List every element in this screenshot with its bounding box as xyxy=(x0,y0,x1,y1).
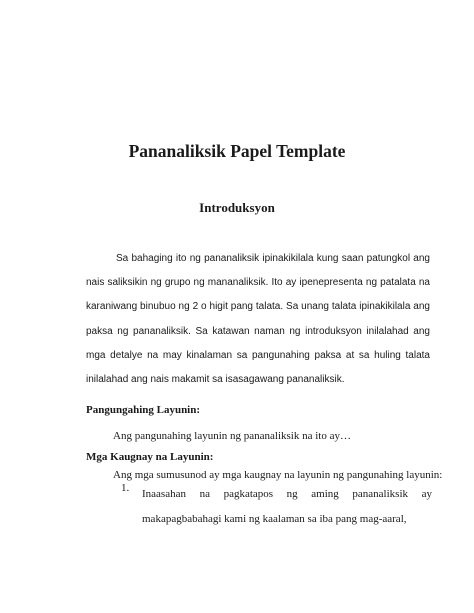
objective-number: 1. xyxy=(121,482,130,494)
main-objective-text: Ang pangunahing layunin ng pananaliksik na ito ay… xyxy=(113,430,351,442)
objective-text: Inaasahan na pagkatapos ng aming pananaliksik ay makapagbabahagi kami ng kaalaman sa iba pang mag-aaral, xyxy=(142,488,432,525)
main-objective-label: Pangungahing Layunin: xyxy=(86,404,201,416)
document-title: Pananaliksik Papel Template xyxy=(128,141,346,161)
section-heading: Introduksyon xyxy=(199,200,275,215)
intro-paragraph: Sa bahaging ito ng pananaliksik ipinakikilala kung saan patungkol ang nais saliksikin ng grupo ng mananaliksik. Ito ay ipenepresenta ng patalata na karaniwang binubuo ng 2 o higit pang talata. Sa unang talata ipinakikilala ang paksa ng pananaliksik. Sa katawan naman ng introduksyon inilalahad ang mga detalye na may kinalaman sa pangunahing paksa at sa huling talata inilalahad ang nais makamit sa isasagawang pananaliksik. xyxy=(86,253,430,386)
related-objectives-label: Mga Kaugnay na Layunin: xyxy=(86,451,214,463)
related-objectives-intro: Ang mga sumusunod ay mga kaugnay na layunin ng pangunahing layunin: xyxy=(113,469,443,481)
